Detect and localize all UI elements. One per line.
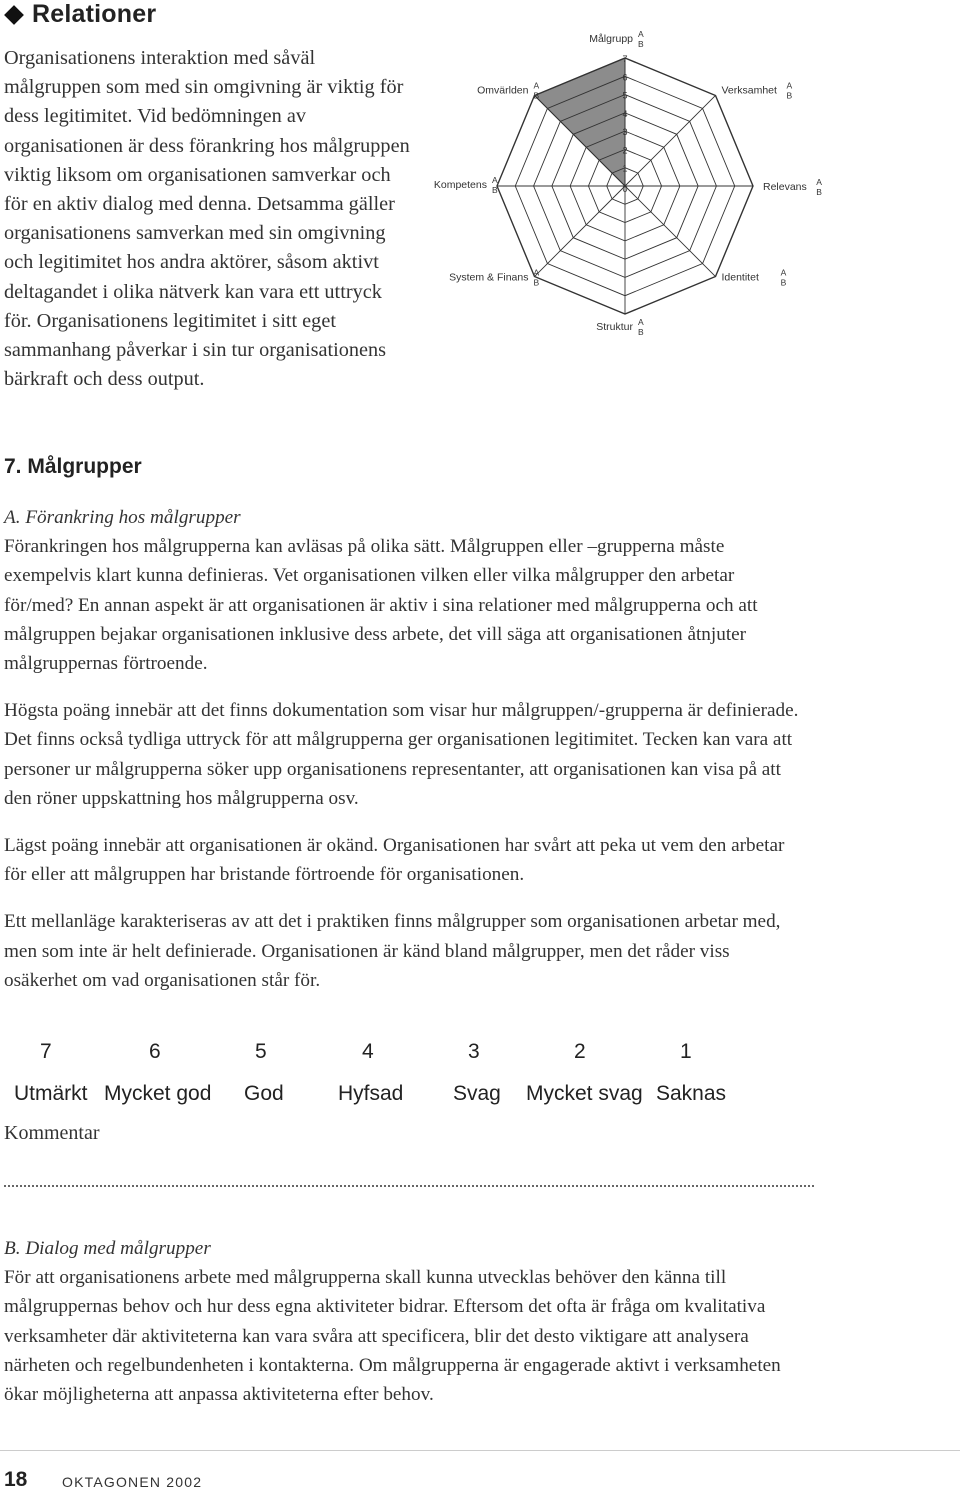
radar-axis-label: Identitet [721, 271, 759, 284]
rating-scale [4, 1040, 764, 1112]
subsection-b-title: B. Dialog med målgrupper [4, 1238, 211, 1259]
radar-axis-sublabel-a: A [638, 317, 644, 327]
comment-label: Kommentar [4, 1122, 100, 1144]
subsection-b-paragraph-1: För att organisationens arbete med målgrupperna skall kunna utvecklas behöver den känna till målgruppernas behov och hur dess egna aktiviteter bidrar. Eftersom det ofta är fråga om kvalitativa verksamheter där aktiviteterna kan vara svåra att specificera, blir det desto viktigare att analysera närheten och regelbundenheten i kontakterna. Om målgrupperna är engagerade aktivt i verksamheten ökar möjligheterna att anpassa aktiviteterna efter behov. [4, 1267, 781, 1406]
subsection-a-paragraph-1: Förankringen hos målgrupperna kan avläsas på olika sätt. Målgruppen eller –grupperna måste exempelvis klart kunna definieras. Vet organisationen vilken eller vilka målgrupper den arbetar för/med? En annan aspekt är att organisationen är aktiv i sina relationer med målgrupperna och att målgruppen bejakar organisationen inklusive dess arbete, det vill säga att organisationen åtnjuter målgruppernas förtroende. [4, 536, 758, 675]
scale-number[interactable]: 7 [40, 1040, 52, 1063]
radar-spoke [625, 95, 716, 186]
intro-paragraph: Organisationens interaktion med såväl målgruppen som med sin omgivning är viktig för dess legitimitet. Vid bedömningen av organisationen är dess förankring hos målgruppen viktig liksom om organisationen samverkar och för en aktiv dialog med denna. Detsamma gäller organisationens samverkan med sin omgivning och legitimitet hos andra aktörer, såsom aktivt deltagandet i olika nätverk kan vara ett uttryck för. Organisationens legitimitet i sitt eget sammanhang påverkar i sin tur organisationens bärkraft och dess output. [4, 47, 410, 391]
subsection-a-paragraph-3: Lägst poäng innebär att organisationen är okänd. Organisationen har svårt att peka ut vem den arbetar för eller att målgruppen har bristande förtroende för organisationen. [4, 835, 785, 886]
radar-axis-sublabel-a: A [492, 175, 498, 185]
radar-axis-label: System & Finans [449, 271, 529, 284]
radar-axis-sublabel-b: B [533, 90, 540, 101]
subsection-b [4, 1234, 804, 1427]
radar-axis-label: Omvärlden [477, 84, 529, 97]
radar-axis-label: Verksamhet [721, 84, 777, 97]
chapter-title: 7. Målgrupper [4, 455, 142, 478]
subsection-a [4, 503, 804, 1013]
subsection-a-title: A. Förankring hos målgrupper [4, 507, 241, 528]
radar-tick-label: 5 [622, 90, 628, 101]
page-number: 18 [4, 1468, 28, 1491]
radar-tick-label: 4 [622, 108, 628, 119]
radar-tick-label: 2 [622, 145, 628, 156]
scale-label[interactable]: Svag [453, 1082, 501, 1105]
scale-label[interactable]: God [244, 1082, 284, 1105]
radar-axis-sublabel-b: B [638, 39, 644, 49]
scale-label[interactable]: Mycket svag [526, 1082, 643, 1105]
scale-number[interactable]: 6 [149, 1040, 161, 1063]
scale-number[interactable]: 2 [574, 1040, 586, 1063]
scale-number[interactable]: 3 [468, 1040, 480, 1063]
scale-label[interactable]: Utmärkt [14, 1082, 88, 1105]
scale-numbers [4, 1040, 764, 1070]
radar-axis-sublabel-b: B [816, 187, 822, 197]
radar-spoke [534, 184, 628, 277]
radar-axis-sublabel-b: B [786, 90, 793, 101]
radar-axis-label: Struktur [596, 321, 633, 333]
radar-axis-sublabel-b: B [492, 185, 498, 195]
octagon-radar-chart [420, 29, 840, 338]
radar-axis-label: Kompetens [433, 179, 487, 191]
radar-axis-label: Målgrupp [589, 33, 633, 45]
intro-text-block [4, 44, 414, 394]
radar-axis-sublabel-a: A [533, 80, 540, 91]
scale-number[interactable]: 5 [255, 1040, 267, 1063]
subsection-a-paragraph-4: Ett mellanläge karakteriseras av att det i praktiken finns målgrupper som organisationen arbetar med, men som inte är helt definierade. Organisationen är känd bland målgrupper, men det råder viss osäkerhet om vad organisationen står för. [4, 911, 781, 991]
section-title: Relationer [32, 0, 157, 28]
radar-axis-sublabel-b: B [533, 277, 540, 288]
radar-axis-sublabel-a: A [816, 177, 822, 187]
scale-labels [4, 1082, 764, 1112]
scale-label[interactable]: Saknas [656, 1082, 727, 1105]
comment-dotted-line[interactable] [4, 1185, 814, 1187]
subsection-a-paragraph-2: Högsta poäng innebär att det finns dokumentation som visar hur målgruppen/-grupperna är definierade. Det finns också tydliga uttryck för att målgrupperna ger organisationen legitimitet. Tecken kan vara att personer ur målgrupperna söker upp organisationens representanter, att organisationen kan visa på att den röner uppskattning hos målgrupperna osv. [4, 700, 799, 809]
publication-name: OKTAGONEN 2002 [62, 1474, 203, 1490]
radar-tick-label: 6 [622, 72, 628, 83]
scale-label[interactable]: Hyfsad [338, 1082, 404, 1105]
scale-number[interactable]: 1 [680, 1040, 692, 1063]
scale-number[interactable]: 4 [362, 1040, 374, 1063]
radar-axis-label: Relevans [763, 181, 807, 193]
radar-axis-sublabel-a: A [780, 267, 787, 278]
radar-axis-sublabel-a: A [533, 267, 540, 278]
radar-axis-sublabel-b: B [638, 327, 644, 337]
radar-tick-label: 3 [622, 127, 628, 138]
diamond-icon [4, 5, 24, 25]
radar-axis-sublabel-b: B [780, 277, 787, 288]
radar-tick-label: 0 [622, 184, 628, 194]
footer-divider [0, 1450, 960, 1451]
section-header [4, 0, 156, 29]
radar-axis-sublabel-a: A [638, 29, 644, 39]
radar-tick-label: 1 [622, 163, 628, 174]
scale-label[interactable]: Mycket god [104, 1082, 212, 1105]
radar-spoke [625, 186, 716, 277]
radar-axis-sublabel-a: A [786, 80, 793, 91]
radar-tick-label: 7 [622, 54, 628, 64]
